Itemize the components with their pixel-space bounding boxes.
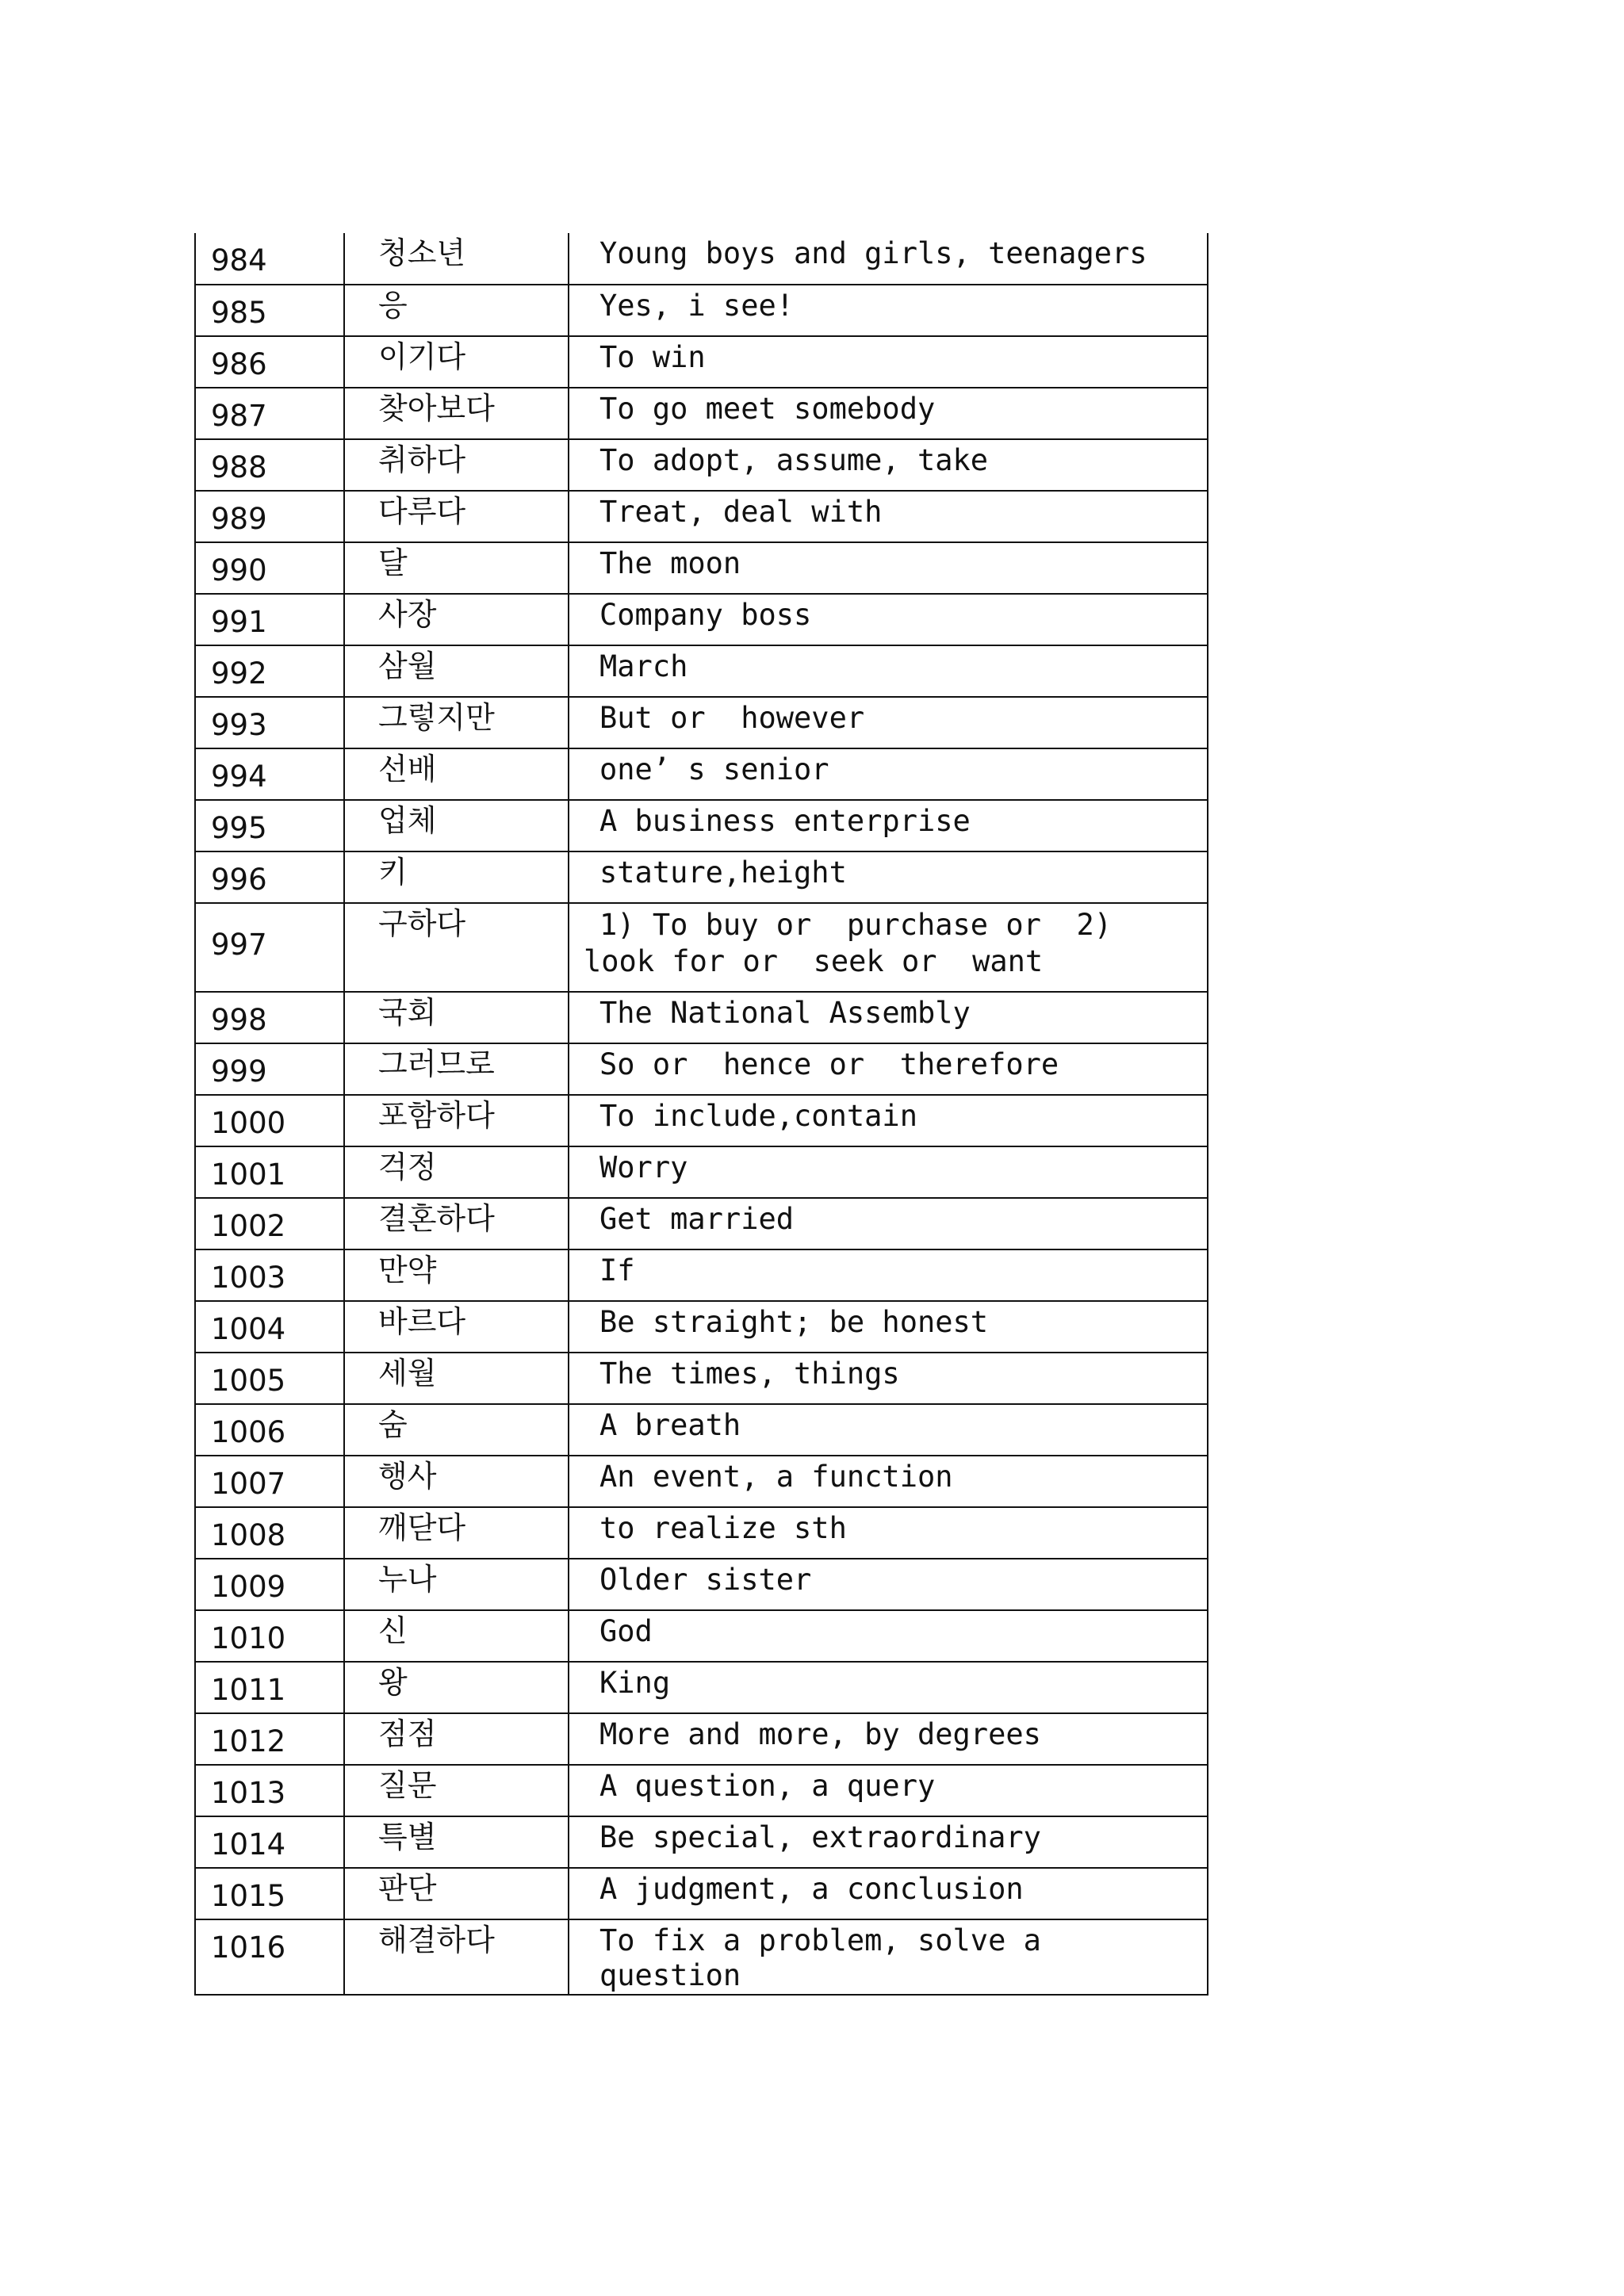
table-row (195, 1353, 1208, 1404)
entry-number: 1010 (211, 1621, 286, 1655)
entry-number-cell (195, 439, 344, 491)
english-meaning-cell (569, 1146, 1208, 1198)
entry-number: 1004 (211, 1312, 286, 1346)
korean-word: 다루다 (378, 494, 466, 529)
english-meaning-cell (569, 1868, 1208, 1919)
english-meaning-cell (569, 1816, 1208, 1868)
korean-word-cell (344, 1559, 569, 1610)
entry-number-cell (195, 1095, 344, 1146)
korean-word: 신 (378, 1613, 408, 1648)
entry-number-cell (195, 1353, 344, 1404)
table-row (195, 1095, 1208, 1146)
entry-number-cell (195, 285, 344, 336)
english-meaning: Be special, extraordinary (599, 1820, 1041, 1854)
entry-number-cell (195, 1610, 344, 1662)
entry-number: 1012 (211, 1724, 286, 1758)
table-row (195, 1301, 1208, 1353)
english-meaning: If (599, 1253, 635, 1288)
korean-word-cell (344, 233, 569, 285)
korean-word-cell (344, 697, 569, 748)
korean-word-cell (344, 542, 569, 594)
table-row (195, 1456, 1208, 1507)
table-row (195, 1662, 1208, 1713)
english-meaning-cell (569, 697, 1208, 748)
korean-word-cell (344, 1353, 569, 1404)
entry-number: 1015 (211, 1879, 286, 1913)
korean-word: 청소년 (378, 235, 466, 270)
english-meaning: A judgment, a conclusion (599, 1872, 1024, 1906)
entry-number: 1008 (211, 1518, 286, 1552)
english-meaning: Worry (599, 1150, 688, 1184)
english-meaning: But or however (599, 701, 865, 735)
english-meaning-cell (569, 1765, 1208, 1816)
entry-number-cell (195, 1198, 344, 1249)
entry-number: 985 (211, 296, 267, 330)
table-row (195, 1559, 1208, 1610)
entry-number: 989 (211, 502, 267, 536)
table-row (195, 1043, 1208, 1095)
english-meaning-cell (569, 542, 1208, 594)
english-meaning: March (599, 649, 688, 683)
english-meaning-cell (569, 594, 1208, 645)
table-row (195, 1765, 1208, 1816)
table-row (195, 594, 1208, 645)
entry-number: 987 (211, 399, 267, 433)
table-row (195, 1404, 1208, 1456)
table-row (195, 1868, 1208, 1919)
entry-number-cell (195, 1713, 344, 1765)
entry-number-cell (195, 233, 344, 285)
entry-number-cell (195, 1765, 344, 1816)
korean-word: 특별 (378, 1820, 437, 1854)
entry-number-cell (195, 800, 344, 851)
entry-number: 991 (211, 605, 267, 639)
entry-number-cell (195, 1249, 344, 1301)
entry-number: 988 (211, 450, 267, 484)
korean-word-cell (344, 1301, 569, 1353)
korean-word-cell (344, 851, 569, 903)
english-meaning: A question, a query (599, 1769, 936, 1803)
table-row (195, 851, 1208, 903)
english-meaning: one’ s senior (599, 752, 829, 786)
entry-number-cell (195, 336, 344, 388)
korean-word-cell (344, 1146, 569, 1198)
entry-number-cell (195, 542, 344, 594)
english-meaning: To adopt, assume, take (599, 443, 989, 477)
english-meaning-cell (569, 285, 1208, 336)
korean-word-cell (344, 800, 569, 851)
entry-number-cell (195, 903, 344, 992)
english-meaning: Be straight; be honest (599, 1305, 989, 1339)
table-row (195, 1146, 1208, 1198)
english-meaning-cell (569, 1713, 1208, 1765)
korean-word: 국회 (378, 995, 437, 1030)
korean-word: 만약 (378, 1253, 437, 1288)
entry-number-cell (195, 388, 344, 439)
english-meaning-cell (569, 1507, 1208, 1559)
table-row (195, 336, 1208, 388)
entry-number: 986 (211, 347, 267, 381)
english-meaning: Treat, deal with (599, 495, 883, 529)
korean-word-cell (344, 748, 569, 800)
english-meaning-cell (569, 1662, 1208, 1713)
entry-number: 1009 (211, 1570, 286, 1604)
english-meaning-cell (569, 1043, 1208, 1095)
table-row (195, 542, 1208, 594)
korean-word-cell (344, 1662, 569, 1713)
korean-word-cell (344, 1610, 569, 1662)
korean-word: 세월 (378, 1356, 437, 1391)
table-row (195, 1610, 1208, 1662)
english-meaning: Yes, i see! (599, 289, 795, 323)
english-meaning: Young boys and girls, teenagers (599, 236, 1147, 270)
vocabulary-table (194, 233, 1208, 1996)
korean-word: 사장 (378, 597, 437, 632)
table-row (195, 748, 1208, 800)
entry-number-cell (195, 1919, 344, 1995)
korean-word: 숨 (378, 1407, 408, 1442)
english-meaning-cell (569, 903, 1208, 992)
english-meaning: The times, things (599, 1357, 900, 1391)
english-meaning: To win (599, 340, 706, 374)
entry-number-cell (195, 1404, 344, 1456)
english-meaning: A breath (599, 1408, 741, 1442)
english-meaning-cell (569, 1610, 1208, 1662)
english-meaning: King (599, 1666, 671, 1700)
entry-number: 996 (211, 863, 267, 897)
korean-word: 키 (378, 855, 408, 890)
entry-number: 1013 (211, 1776, 286, 1810)
table-row (195, 1249, 1208, 1301)
table-row (195, 1507, 1208, 1559)
english-meaning: To fix a problem, solve a question (599, 1923, 1059, 1993)
korean-word: 바르다 (378, 1304, 466, 1339)
korean-word: 행사 (378, 1459, 437, 1494)
english-meaning: to realize sth (599, 1511, 847, 1545)
korean-word-cell (344, 1868, 569, 1919)
korean-word: 응 (378, 288, 408, 323)
english-meaning-cell (569, 1404, 1208, 1456)
english-meaning: To include,contain (599, 1099, 917, 1133)
english-meaning: More and more, by degrees (599, 1717, 1041, 1751)
korean-word-cell (344, 336, 569, 388)
english-meaning: Company boss (599, 598, 812, 632)
entry-number: 1000 (211, 1106, 286, 1140)
table-row (195, 1713, 1208, 1765)
korean-word-cell (344, 1043, 569, 1095)
entry-number-cell (195, 1043, 344, 1095)
english-meaning: The moon (599, 546, 741, 580)
english-meaning: 1) To buy or purchase or 2) look for or seek or want (584, 908, 1130, 978)
entry-number: 1016 (211, 1931, 286, 1965)
korean-word: 점점 (378, 1716, 437, 1751)
korean-word-cell (344, 1765, 569, 1816)
entry-number: 1006 (211, 1415, 286, 1449)
english-meaning-cell (569, 1198, 1208, 1249)
korean-word-cell (344, 1456, 569, 1507)
english-meaning-cell (569, 645, 1208, 697)
korean-word: 삼월 (378, 649, 437, 683)
entry-number-cell (195, 594, 344, 645)
entry-number-cell (195, 992, 344, 1043)
entry-number: 1005 (211, 1364, 286, 1398)
entry-number-cell (195, 1301, 344, 1353)
korean-word: 그렇지만 (378, 700, 495, 735)
korean-word: 업체 (378, 803, 437, 838)
entry-number: 998 (211, 1003, 267, 1037)
entry-number: 1001 (211, 1158, 286, 1192)
korean-word: 선배 (378, 752, 437, 786)
korean-word: 판단 (378, 1871, 437, 1906)
entry-number: 994 (211, 760, 267, 794)
korean-word-cell (344, 1919, 569, 1995)
korean-word: 왕 (378, 1665, 408, 1700)
entry-number: 1014 (211, 1827, 286, 1862)
english-meaning-cell (569, 439, 1208, 491)
korean-word: 그러므로 (378, 1047, 495, 1081)
vocabulary-table-body (195, 233, 1208, 1995)
entry-number: 993 (211, 708, 267, 742)
english-meaning-cell (569, 388, 1208, 439)
korean-word: 깨닫다 (378, 1510, 466, 1545)
korean-word: 걱정 (378, 1150, 437, 1184)
entry-number: 984 (211, 243, 267, 277)
entry-number: 995 (211, 811, 267, 845)
entry-number-cell (195, 1507, 344, 1559)
table-row (195, 285, 1208, 336)
table-row (195, 697, 1208, 748)
entry-number-cell (195, 1146, 344, 1198)
english-meaning-cell (569, 1919, 1208, 1995)
korean-word-cell (344, 1404, 569, 1456)
entry-number-cell (195, 1559, 344, 1610)
entry-number: 1003 (211, 1261, 286, 1295)
entry-number-cell (195, 1868, 344, 1919)
entry-number: 999 (211, 1054, 267, 1089)
korean-word-cell (344, 1507, 569, 1559)
table-row (195, 1198, 1208, 1249)
english-meaning: An event, a function (599, 1460, 953, 1494)
entry-number: 990 (211, 553, 267, 587)
korean-word: 구하다 (378, 906, 466, 941)
korean-word-cell (344, 594, 569, 645)
english-meaning-cell (569, 1456, 1208, 1507)
entry-number-cell (195, 645, 344, 697)
entry-number: 1002 (211, 1209, 286, 1243)
english-meaning: Older sister (599, 1563, 812, 1597)
korean-word: 누나 (378, 1562, 437, 1597)
korean-word-cell (344, 285, 569, 336)
entry-number: 1007 (211, 1467, 286, 1501)
entry-number: 997 (211, 928, 267, 962)
table-row (195, 491, 1208, 542)
table-row (195, 233, 1208, 285)
korean-word-cell (344, 903, 569, 992)
korean-word-cell (344, 388, 569, 439)
entry-number-cell (195, 1662, 344, 1713)
english-meaning: God (599, 1614, 653, 1648)
english-meaning: So or hence or therefore (599, 1047, 1059, 1081)
korean-word: 달 (378, 545, 408, 580)
entry-number-cell (195, 1456, 344, 1507)
korean-word: 포함하다 (378, 1098, 495, 1133)
table-row (195, 645, 1208, 697)
entry-number-cell (195, 1816, 344, 1868)
entry-number-cell (195, 491, 344, 542)
table-row (195, 800, 1208, 851)
english-meaning-cell (569, 851, 1208, 903)
english-meaning-cell (569, 1301, 1208, 1353)
english-meaning: The National Assembly (599, 996, 971, 1030)
entry-number: 1011 (211, 1673, 286, 1707)
korean-word: 취하다 (378, 442, 466, 477)
korean-word-cell (344, 439, 569, 491)
table-row (195, 388, 1208, 439)
entry-number: 992 (211, 656, 267, 691)
english-meaning-cell (569, 233, 1208, 285)
table-row (195, 992, 1208, 1043)
korean-word-cell (344, 1713, 569, 1765)
korean-word-cell (344, 992, 569, 1043)
english-meaning-cell (569, 1559, 1208, 1610)
table-row (195, 1816, 1208, 1868)
korean-word: 결혼하다 (378, 1201, 495, 1236)
entry-number-cell (195, 851, 344, 903)
english-meaning-cell (569, 1353, 1208, 1404)
korean-word-cell (344, 645, 569, 697)
english-meaning: A business enterprise (599, 804, 971, 838)
korean-word: 이기다 (378, 339, 466, 374)
table-row (195, 1919, 1208, 1995)
korean-word-cell (344, 1095, 569, 1146)
english-meaning-cell (569, 1095, 1208, 1146)
english-meaning-cell (569, 491, 1208, 542)
korean-word: 찾아보다 (378, 391, 495, 426)
table-row (195, 903, 1208, 992)
korean-word-cell (344, 1198, 569, 1249)
english-meaning: To go meet somebody (599, 392, 936, 426)
english-meaning: stature,height (599, 855, 847, 890)
korean-word-cell (344, 1816, 569, 1868)
entry-number-cell (195, 748, 344, 800)
table-row (195, 439, 1208, 491)
english-meaning-cell (569, 800, 1208, 851)
korean-word: 해결하다 (378, 1923, 495, 1957)
english-meaning-cell (569, 992, 1208, 1043)
korean-word-cell (344, 1249, 569, 1301)
english-meaning: Get married (599, 1202, 795, 1236)
korean-word-cell (344, 491, 569, 542)
entry-number-cell (195, 697, 344, 748)
english-meaning-cell (569, 336, 1208, 388)
english-meaning-cell (569, 748, 1208, 800)
english-meaning-cell (569, 1249, 1208, 1301)
korean-word: 질문 (378, 1768, 437, 1803)
